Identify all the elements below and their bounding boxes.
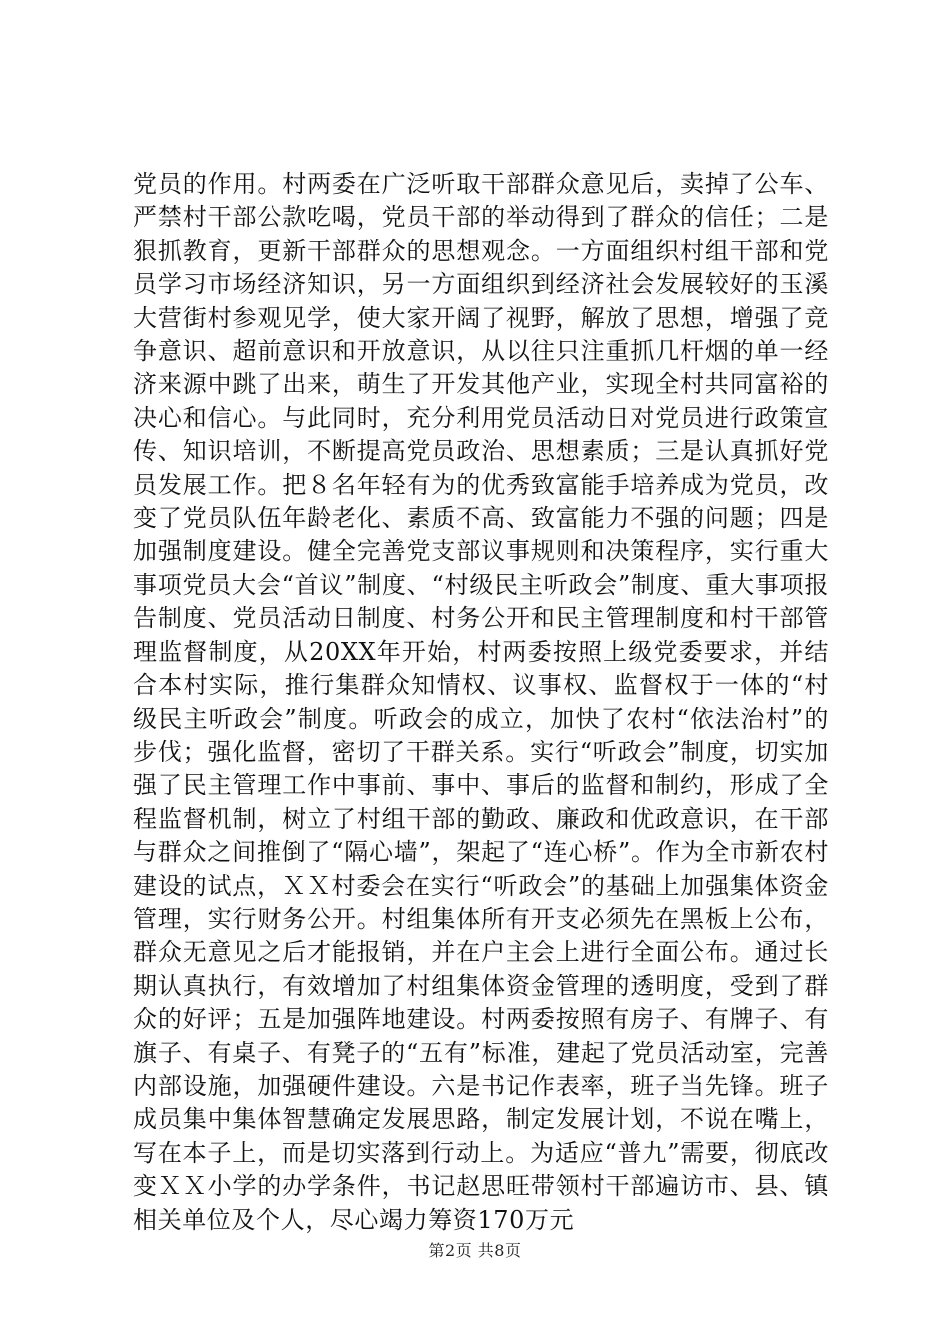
body-paragraph: 党员的作用。村两委在广泛听取干部群众意见后，卖掉了公车、严禁村干部公款吃喝，党员干部的举动得到了群众的信任；二是狠抓教育，更新干部群众的思想观念。一方面组织村组干部和党员学习市场经济知识，另一方面组织到经济社会发展较好的玉溪大营街村参观见学，使大家开阔了视野，解放了思想，增强了竞争意识、超前意识和开放意识，从以往只注重抓几杆烟的单一经济来源中跳了出来，萌生了开发其他产业，实现全村共同富裕的决心和信心。与此同时，充分利用党员活动日对党员进行政策宣传、知识培训，不断提高党员政治、思想素质；三是认真抓好党员发展工作。把８名年轻有为的优秀致富能手培养成为党员，改变了党员队伍年龄老化、素质不高、致富能力不强的问题；四是加强制度建设。健全完善党支部议事规则和决策程序，实行重大事项党员大会“首议”制度、“村级民主听政会”制度、重大事项报告制度、党员活动日制度、村务公开和民主管理制度和村干部管理监督制度，从20XX年开始，村两委按照上级党委要求，并结合本村实际，推行集群众知情权、议事权、监督权于一体的“村级民主听政会”制度。听政会的成立，加快了农村“依法治村”的步伐；强化监督，密切了干群关系。实行“听政会”制度，切实加强了民主管理工作中事前、事中、事后的监督和制约，形成了全程监督机制，树立了村组干部的勤政、廉政和优政意识，在干部与群众之间推倒了“隔心墙”，架起了“连心桥”。作为全市新农村建设的试点，ＸＸ村委会在实行“听政会”的基础上加强集体资金管理，实行财务公开。村组集体所有开支必须先在黑板上公布，群众无意见之后才能报销，并在户主会上进行全面公布。通过长期认真执行，有效增加了村组集体资金管理的透明度，受到了群众的好评；五是加强阵地建设。村两委按照有房子、有牌子、有旗子、有桌子、有凳子的“五有”标准，建起了党员活动室，完善内部设施，加强硬件建设。六是书记作表率，班子当先锋。班子成员集中集体智慧确定发展思路，制定发展计划，不说在嘴上，写在本子上，而是切实落到行动上。为适应“普九”需要，彻底改变ＸＸ小学的办学条件，书记赵思旺带领村干部遍访市、县、镇相关单位及个人，尽心竭力筹资170万元: [133, 170, 829, 1234]
page-number: 第2页 共8页: [428, 1241, 522, 1260]
